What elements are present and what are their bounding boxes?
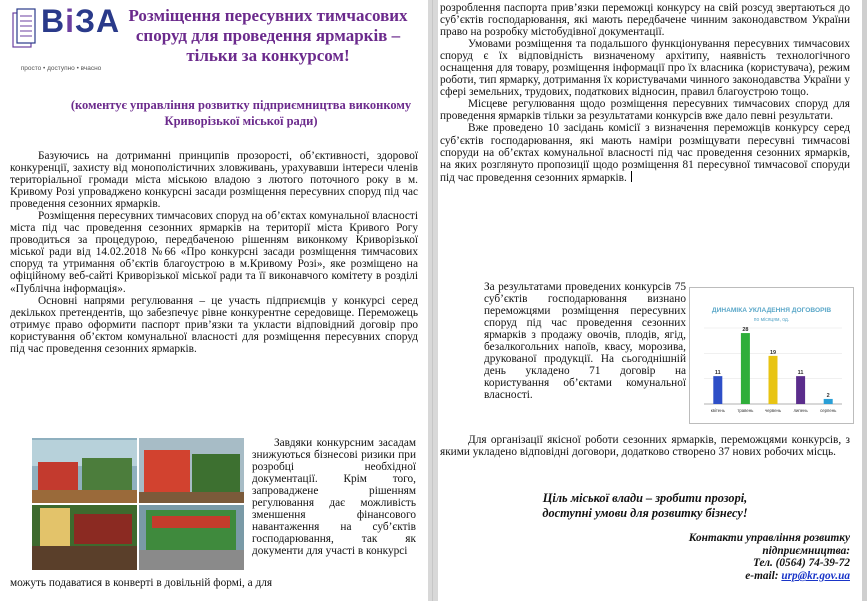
column-gutter — [428, 0, 438, 601]
chart-data-label: 11 — [714, 370, 721, 377]
paragraph: Для організації якісної роботи сезонних ярмарків, переможцями конкурсів, з якими укладено відповідні договори, додатково створено 37 нових робочих місць. — [440, 434, 850, 459]
left-column — [10, 150, 418, 355]
contacts-phone: Тел. (0564) 74-39-72 — [752, 557, 850, 570]
chart-data-label: 28 — [742, 327, 749, 334]
text-cursor — [631, 171, 632, 182]
chart-subtitle: по місяцям, од. — [753, 317, 790, 323]
chart-data-label: 11 — [797, 370, 804, 377]
paragraph: Умовами розміщення та подальшого функціонування пересувних тимчасових споруд є їх відповідність визначеному архітипу, наявність технологічного оснащення для товару, розміщення інформації про їх власника (користувача), режим роботи, тип ярмарку, дотримання їх користувачами чинного законодавства України у сфері земельних, трудових, податкових відносин, правил благоустрою тощо. — [440, 38, 850, 99]
chart-title: ДИНАМІКА УКЛАДЕННЯ ДОГОВОРІВ — [711, 307, 832, 314]
chart-bar — [824, 399, 833, 404]
right-column — [440, 2, 850, 184]
paragraph: Місцеве регулювання щодо розміщення пересувних тимчасових споруд для проведення ярмарків тільки за результатами конкурсів вже дало певні результати. — [440, 98, 850, 123]
chart-data-label: 2 — [826, 392, 830, 399]
article-subtitle: (коментує управління розвитку підприємництва виконкому Криворізької міської ради) — [70, 98, 412, 128]
article-title: Розміщення пересувних тимчасових споруд для проведення ярмарків – тільки за конкурсом! — [128, 6, 408, 65]
contracts-chart-svg — [690, 288, 853, 423]
contacts-title: Контакти управління розвитку підприємництва: — [688, 532, 850, 557]
paragraph-continuation: можуть подаватися в конверті в довільній формі, а для — [10, 577, 273, 589]
column-divider — [432, 0, 433, 601]
chart-category-label: квітень — [710, 408, 725, 413]
email-link[interactable]: urp@kr.gov.ua — [781, 570, 850, 583]
paragraph: Розміщення пересувних тимчасових споруд на об’єктах комунальної власності міста під час проведення сезонних ярмарків на території міста Кривого Рогу проводиться за процедурою, передбаченою рішенням виконкому Криворізької міської ради від 14.02.2018 №66 «Про конкурсні засади розміщення тимчасових споруд та утримання об’єктів благоустрою в м.Кривому Розі», яке розміщено на офіційному веб-сайті Криворізької міської ради та її виконавчого комітету в розділі «Публічна інформація». — [10, 210, 418, 295]
contacts-email-line: e-mail: urp@kr.gov.ua — [745, 570, 850, 583]
chart-category-label: липень — [793, 408, 808, 413]
chart-bar — [741, 333, 750, 404]
scrollbar[interactable] — [862, 0, 867, 601]
wrapped-paragraph — [252, 437, 416, 557]
chart-bar — [713, 376, 722, 404]
city-goal-slogan — [470, 491, 820, 520]
building-icon — [11, 7, 39, 51]
chart-caption-paragraph: За результатами проведених конкурсів 75 суб’єктів господарювання визнано переможцями розміщення пересувних споруд під час проведення сезонних ярмарків з продажу овочів, плодів, ягід, безалкогольних напоїв, квасу, морозива, друкованої продукції. На сьогоднішній день укладено 71 договір на користування об’єктами комунальної власності. — [484, 281, 686, 402]
chart-bar — [796, 376, 805, 404]
chart-category-label: червень — [764, 408, 782, 413]
viza-logo — [5, 3, 121, 77]
paragraph: розроблення паспорта прив’язки переможці конкурсу на свій розсуд звертаються до суб’єктів господарювання, які мають передбачене чинним законодавством України право на розробку містобудівної документації. — [440, 2, 850, 39]
paragraph: Основні напрями регулювання – це участь підприємців у конкурсі серед декількох претендентів, що забезпечує рівне конкурентне середовище. Переможець отримує право оформити паспорт прив’язки та укласти відповідний договір про користування об’єктом комунальної власності для розміщення пересувних споруд під час проведення сезонних ярмарків. — [10, 294, 418, 355]
chart-category-label: травень — [737, 408, 754, 413]
right-column-bottom — [440, 434, 850, 458]
logo-tagline: просто • доступно • вчасно — [20, 65, 102, 72]
logo-wordmark: ВіЗА — [41, 3, 121, 39]
paragraph: Завдяки конкурсним засадам знижуються бізнесові ризики при розробці необхідної документації. Крім того, запроваджене рішенням регулювання дає можливість зменшення фінансового навантаження на суб’єктів господарювання, так як документи для участі в конкурсі — [252, 437, 416, 558]
chart-data-label: 19 — [769, 349, 777, 356]
paragraph: Вже проведено 10 засідань комісії з визначення переможців конкурсу серед суб’єктів господарювання, які мають наміри розміщувати пересувні тимчасові споруди на об’єктах комунальної власності під час проведення сезонних ярмарків, на яких розглянуто пропозиції щодо розміщення 81 пересувної тимчасової споруди під час проведення сезонних ярмарків. — [440, 122, 850, 184]
chart-bar — [769, 356, 778, 404]
slogan-line: доступні умови для розвитку бізнесу! — [542, 505, 748, 520]
slogan-line: Ціль міської влади – зробити прозорі, — [542, 491, 748, 505]
paragraph: Базуючись на дотриманні принципів прозорості, об’єктивності, здорової конкуренції, захисту від монополістичних зловживань, урахувавши інтереси членів територіальної громади міста міською владою з лютого поточного року в м. Кривому Розі упроваджено конкурсні засади розміщення пересувних споруд під час проведення сезонних ярмарків. — [10, 150, 418, 211]
fair-photo-image — [32, 438, 244, 570]
fair-photo — [32, 438, 244, 570]
contacts-block — [600, 532, 850, 583]
contracts-chart — [689, 287, 854, 424]
chart-category-label: серпень — [820, 408, 837, 413]
